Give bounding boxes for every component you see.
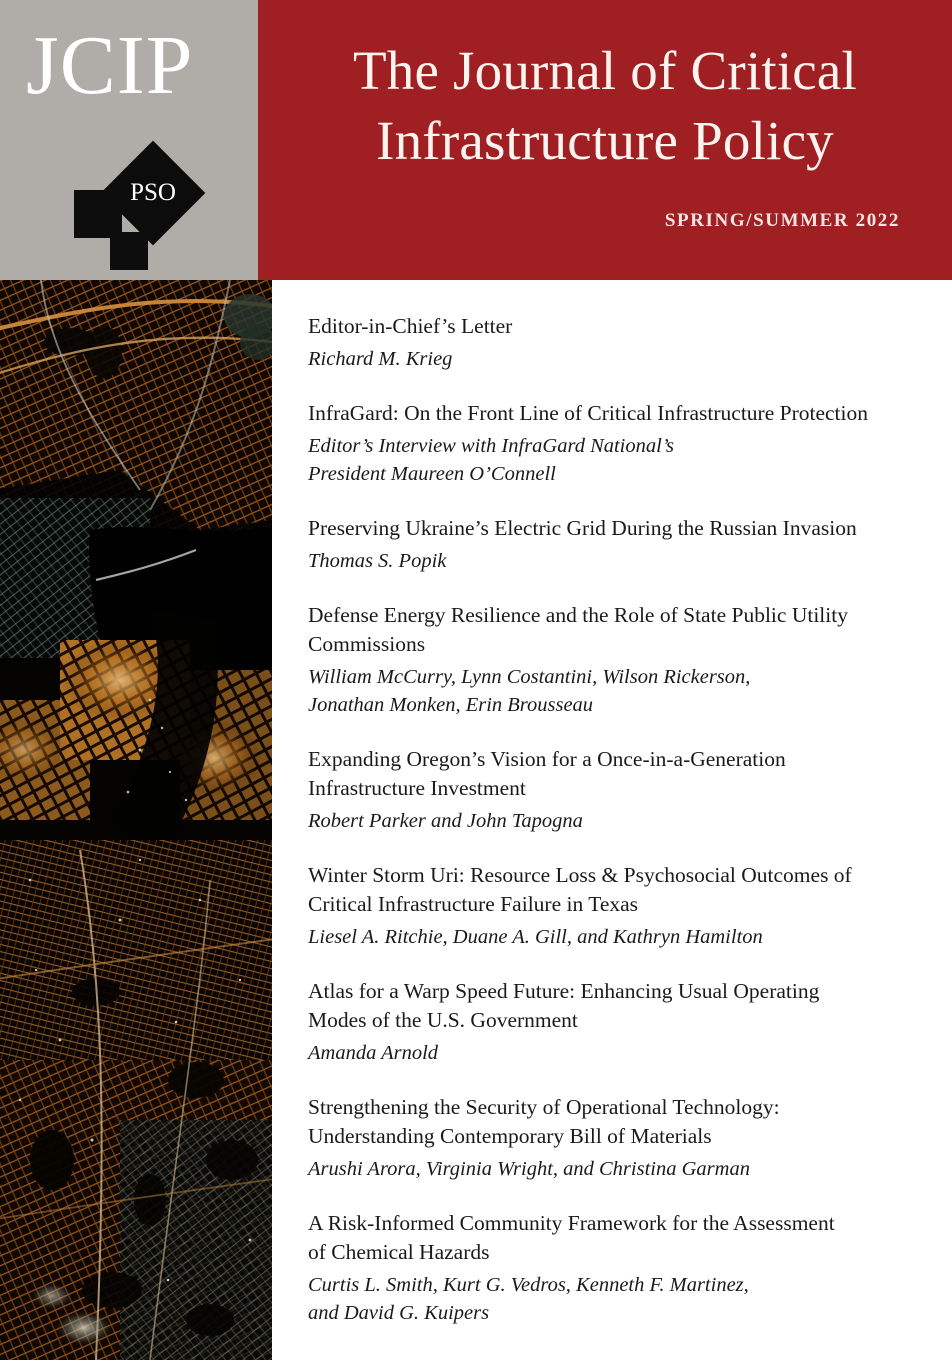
toc-entry-authors bbox=[308, 663, 918, 719]
toc-title-line: Understanding Contemporary Bill of Materials bbox=[308, 1124, 712, 1148]
toc-author-line: Richard M. Krieg bbox=[308, 348, 453, 370]
cover-photo bbox=[0, 280, 272, 1360]
toc-title-line: Editor-in-Chief’s Letter bbox=[308, 314, 513, 338]
toc-entry[interactable] bbox=[308, 601, 918, 719]
toc-entry-authors bbox=[308, 1155, 918, 1183]
toc-title-line: Winter Storm Uri: Resource Loss & Psychosocial Outcomes of bbox=[308, 863, 852, 887]
toc-author-line: William McCurry, Lynn Costantini, Wilson Rickerson, bbox=[308, 666, 751, 688]
toc-entry-title bbox=[308, 399, 918, 428]
toc-author-line: Jonathan Monken, Erin Brousseau bbox=[308, 694, 594, 716]
toc-title-line: Strengthening the Security of Operational Technology: bbox=[308, 1095, 780, 1119]
toc-entry[interactable] bbox=[308, 861, 918, 951]
toc-entry-title bbox=[308, 1209, 918, 1267]
toc-entry[interactable] bbox=[308, 745, 918, 835]
journal-title-line-2: Infrastructure Policy bbox=[376, 110, 834, 171]
issue-date: SPRING/SUMMER 2022 bbox=[664, 210, 900, 231]
pso-logo-icon bbox=[62, 148, 202, 278]
toc-title-line: Preserving Ukraine’s Electric Grid During the Russian Invasion bbox=[308, 516, 857, 540]
toc-title-line: Atlas for a Warp Speed Future: Enhancing Usual Operating bbox=[308, 979, 820, 1003]
pso-logo-label: PSO bbox=[130, 179, 176, 206]
pso-square-small-icon bbox=[110, 232, 148, 270]
toc-entry-title bbox=[308, 514, 918, 543]
toc-author-line: Editor’s Interview with InfraGard National’s bbox=[308, 435, 674, 457]
toc-author-line: Thomas S. Popik bbox=[308, 550, 447, 572]
toc-author-line: Robert Parker and John Tapogna bbox=[308, 810, 583, 832]
logo-block bbox=[0, 0, 258, 280]
toc-entry-authors bbox=[308, 1039, 918, 1067]
toc-title-line: InfraGard: On the Front Line of Critical Infrastructure Protection bbox=[308, 401, 869, 425]
toc-entry-title bbox=[308, 977, 918, 1035]
table-of-contents bbox=[308, 312, 918, 1327]
toc-entry-title bbox=[308, 745, 918, 803]
toc-entry-title bbox=[308, 312, 918, 341]
toc-author-line: Arushi Arora, Virginia Wright, and Christina Garman bbox=[308, 1158, 750, 1180]
toc-title-line: Commissions bbox=[308, 632, 426, 656]
toc-entry-authors bbox=[308, 547, 918, 575]
toc-entry[interactable] bbox=[308, 399, 918, 488]
toc-title-line: Infrastructure Investment bbox=[308, 776, 526, 800]
journal-title bbox=[298, 36, 912, 176]
toc-title-line: Modes of the U.S. Government bbox=[308, 1008, 578, 1032]
toc-title-line: Expanding Oregon’s Vision for a Once-in-a-Generation bbox=[308, 747, 786, 771]
toc-entry[interactable] bbox=[308, 1093, 918, 1183]
toc-title-line: Critical Infrastructure Failure in Texas bbox=[308, 892, 639, 916]
toc-entry-authors bbox=[308, 432, 918, 488]
journal-title-line-1: The Journal of Critical bbox=[352, 40, 858, 101]
toc-entry[interactable] bbox=[308, 514, 918, 575]
toc-entry-authors bbox=[308, 807, 918, 835]
toc-entry[interactable] bbox=[308, 1209, 918, 1327]
title-block bbox=[258, 0, 952, 280]
toc-title-line: of Chemical Hazards bbox=[308, 1240, 490, 1264]
toc-entry[interactable] bbox=[308, 977, 918, 1067]
toc-title-line: A Risk-Informed Community Framework for the Assessment bbox=[308, 1211, 835, 1235]
toc-author-line: Liesel A. Ritchie, Duane A. Gill, and Kathryn Hamilton bbox=[308, 926, 763, 948]
toc-entry-authors bbox=[308, 345, 918, 373]
toc-entry-title bbox=[308, 861, 918, 919]
toc-author-line: and David G. Kuipers bbox=[308, 1302, 490, 1324]
jcip-wordmark: JCIP bbox=[26, 19, 194, 112]
toc-title-line: Defense Energy Resilience and the Role of State Public Utility bbox=[308, 603, 848, 627]
city-lights-aerial-night-photo-icon bbox=[0, 280, 272, 1360]
toc-entry-authors bbox=[308, 923, 918, 951]
toc-entry-title bbox=[308, 1093, 918, 1151]
toc-entry[interactable] bbox=[308, 312, 918, 373]
toc-author-line: President Maureen O’Connell bbox=[308, 463, 556, 485]
toc-author-line: Amanda Arnold bbox=[308, 1042, 439, 1064]
toc-entry-title bbox=[308, 601, 918, 659]
toc-author-line: Curtis L. Smith, Kurt G. Vedros, Kenneth F. Martinez, bbox=[308, 1274, 749, 1296]
toc-entry-authors bbox=[308, 1271, 918, 1327]
masthead bbox=[0, 0, 952, 280]
